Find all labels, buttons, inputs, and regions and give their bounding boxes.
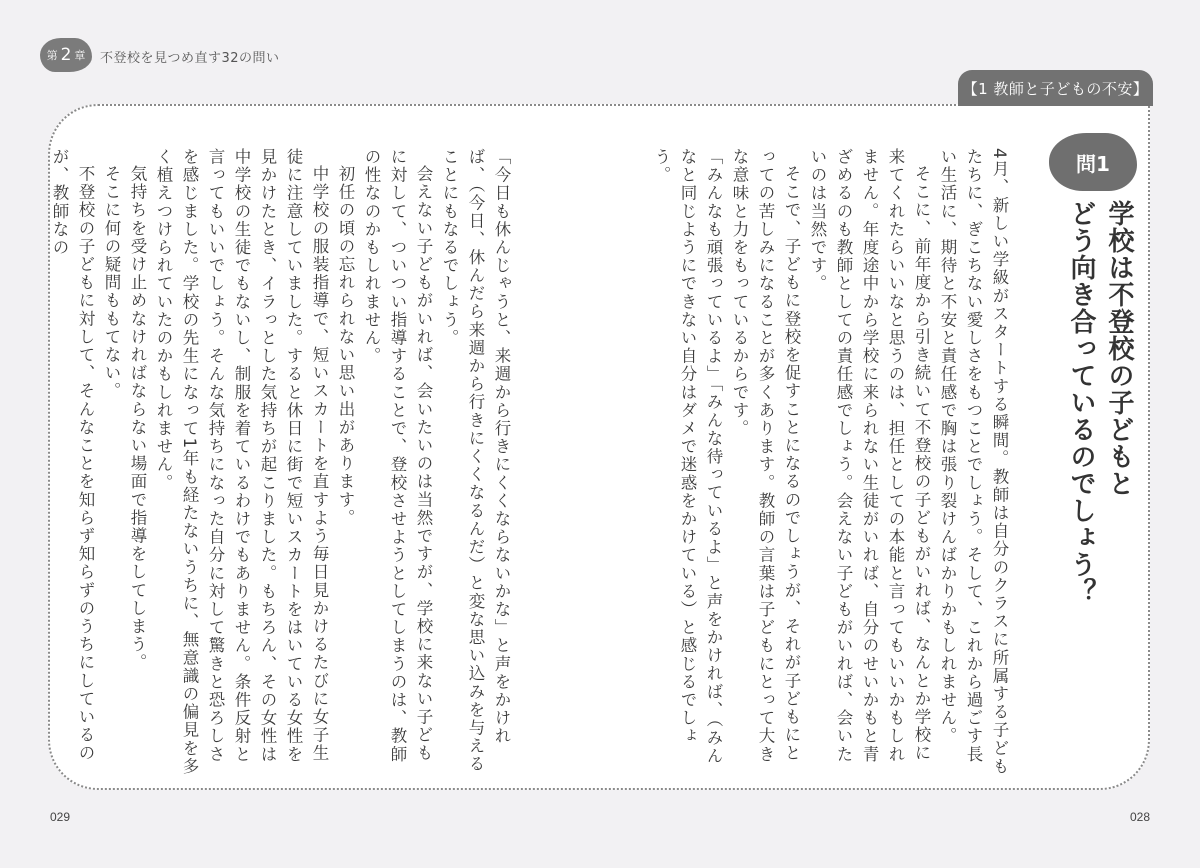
paragraph: 「今日も休んじゃうと、来週から行きにくくならないかな」と声をかければ、（今日、休んだら来週から行きにくくなるんだ）と変な思い込みを与えることにもなるでしょう。 xyxy=(440,148,511,774)
section-tab: 【1 教師と子どもの不安】 xyxy=(958,70,1153,106)
chapter-number: 2 xyxy=(60,45,72,65)
paragraph: 会えない子どもがいれば、会いたいのは当然ですが、学校に来ない子どもに対して、ついつい指導することで、登校させようとしてしまうのは、教師の性なのかもしれません。 xyxy=(362,148,433,764)
paragraph: そこに何の疑問ももてない。 xyxy=(102,164,121,400)
chapter-badge xyxy=(40,38,92,72)
left-page-number: 029 xyxy=(50,810,71,824)
chapter-title: 不登校を見つめ直す32の問い xyxy=(100,51,280,66)
paragraph: そこで、子どもに登校を促すことになるのでしょうが、それが子どもにとっての苦しみになることが多くあります。教師の言葉は子どもにとって大きな意味と力をもっているからです。 xyxy=(730,148,801,764)
chapter-suffix: 章 xyxy=(74,49,86,62)
right-page-number: 028 xyxy=(1130,810,1151,824)
paragraph: 中学校の服装指導で、短いスカートを直すよう毎日見かけるたびに女子生徒に注意していました。すると休日に街で短いスカートをはいている女性を見かけたとき、イラっとした気持ちが起こりました。もちろん、その女性は中学校の生徒でもないし、制服を着ているわけでもありません。条件反射と言ってもいいでしょう。そんな気持ちになった自分に対して驚きと恐ろしさを感じました。学校の先生になって1年も経たないうちに、無意識の偏見を多く植えつけられていたのかもしれません。 xyxy=(154,148,329,776)
paragraph: 不登校の子どもに対して、そんなことを知らず知らずのうちにしているのが、教師なの xyxy=(50,148,95,762)
right-page-body xyxy=(652,148,1012,778)
paragraph: そこに、前年度から引き続いて不登校の子どもがいれば、なんとか学校に来てくれたらいいなと思うのは、担任としての本能と言ってもいいかもしれません。年度途中から学校に来られない生徒がいれば、自分のせいかもと青ざめるのも教師としての責任感でしょう。会えない子どもがいれば、会いたいのは当然です。 xyxy=(808,148,931,764)
paragraph: 初任の頃の忘れられない思い出があります。 xyxy=(336,164,355,527)
paragraph: 気持ちを受け止めなければならない場面で指導をしてしまう。 xyxy=(128,164,147,672)
paragraph: 「みんなも頑張っているよ」「みんな待っているよ」と声をかければ、（みんなと同じようにできない自分はダメで迷惑をかけている）と感じるでしょう。 xyxy=(652,148,723,765)
chapter-prefix: 第 xyxy=(46,49,58,62)
question-title xyxy=(1062,200,1138,620)
paragraph: 4月、新しい学級がスタートする瞬間。教師は自分のクラスに所属する子どもたちに、ぎこちない愛しさをもつことでしょう。そして、これから過ごす長い生活に、期待と不安と責任感で胸は張り裂けんばかりかもしれません。 xyxy=(938,148,1009,776)
question-title-line-2: どう向き合っているのでしょう？ xyxy=(1066,200,1096,605)
question-badge: 問1 xyxy=(1049,133,1137,191)
question-title-line-1: 学校は不登校の子どもと xyxy=(1104,200,1134,497)
left-page-body xyxy=(50,148,514,778)
